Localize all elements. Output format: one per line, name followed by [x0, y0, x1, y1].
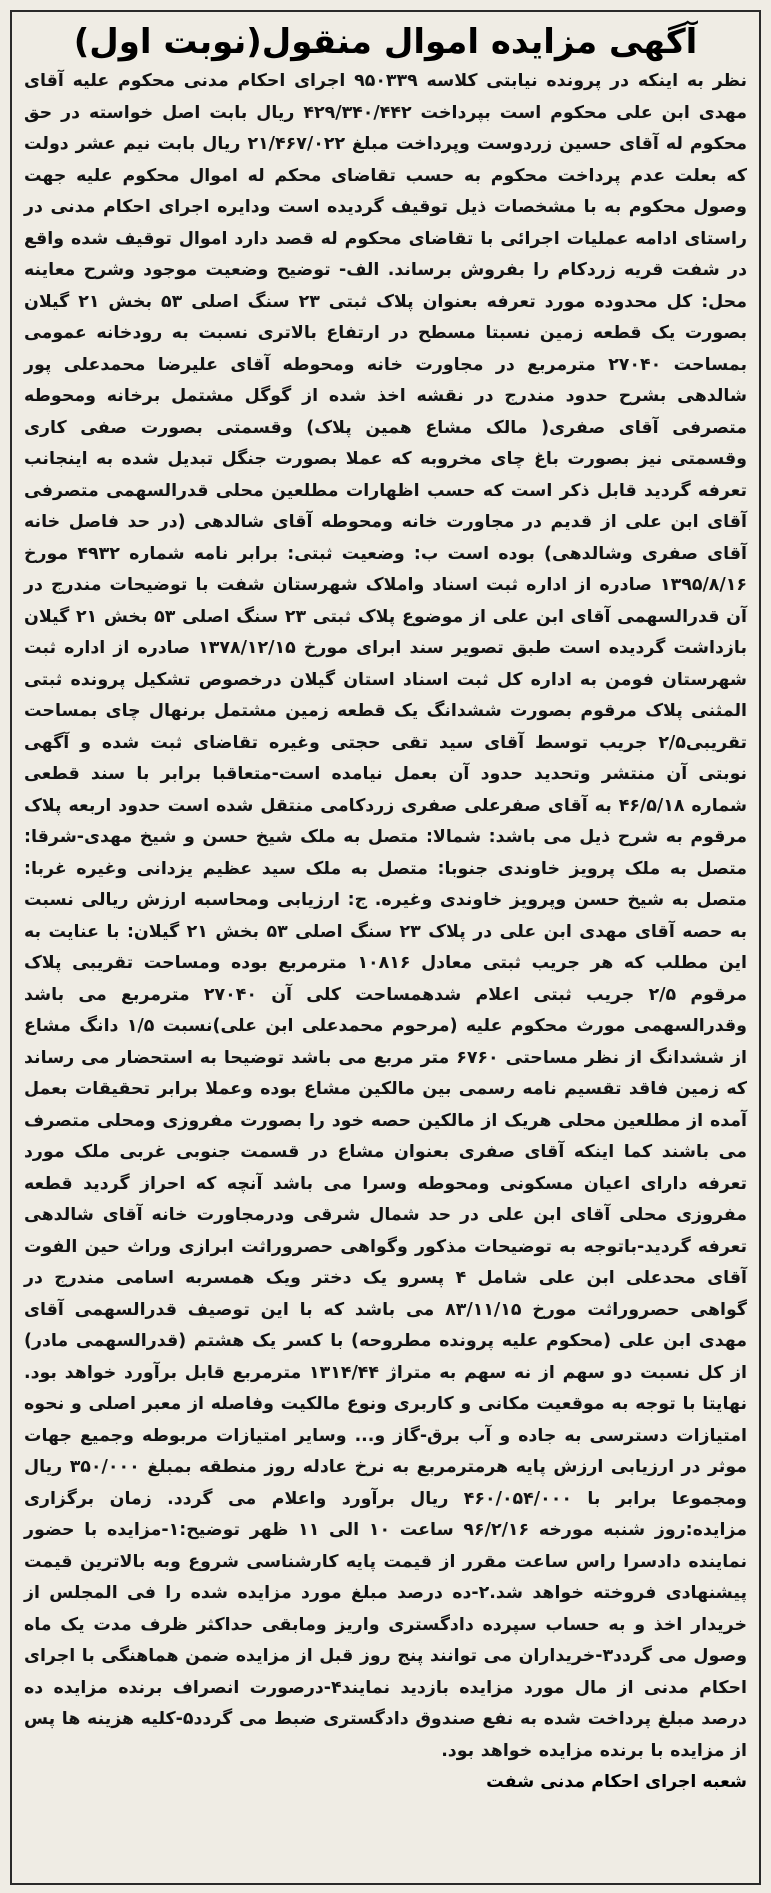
- notice-title: آگهی مزایده اموال منقول(نوبت اول): [73, 22, 698, 62]
- notice-signature: شعبه اجرای احکام مدنی شفت: [486, 1772, 747, 1792]
- notice-frame: [10, 10, 761, 1885]
- notice-body: نظر به اینکه در پرونده نیابتی کلاسه ۹۵۰۳۳۹ اجرای احکام مدنی محکوم علیه آقای مهدی ابن علی محکوم است بپرداخت ۴۲۹/۳۴۰/۴۴۲ ریال بابت اصل خواسته در حق محکوم له آقای حسین زردوست وپرداخت مبلغ ۲۱/۴۶۷/۰۲۲ ریال بابت نیم عشر دولت که بعلت عدم پرداخت محکوم به حسب تقاضای محکم له اموال محکوم علیه جهت وصول محکوم به با مشخصات ذیل توقیف گردیده است ودایره اجرای احکام مدنی در راستای ادامه عملیات اجرائی با تقاضای محکوم له قصد دارد اموال توقیف شده واقع در شفت قریه زردکام را بفروش برساند. الف- توضیح وضعیت موجود وشرح معاینه محل: کل محدوده مورد تعرفه بعنوان پلاک ثبتی ۲۳ سنگ اصلی ۵۳ بخش ۲۱ گیلان بصورت یک قطعه زمین نسبتا مسطح در ارتفاع بالاتری نسبت به رودخانه عمومی بمساحت ۲۷۰۴۰ مترمربع در مجاورت خانه ومحوطه آقای علیرضا محمدعلی پور شالدهی بشرح حدود مندرج در نقشه اخذ شده از گوگل مشتمل برخانه ومحوطه متصرفی آقای صفری( مالک مشاع همین پلاک) وقسمتی بصورت صفی کاری وقسمتی نیز بصورت باغ چای مخروبه که عملا بصورت جنگل تبدیل شده به اینجانب تعرفه گردید قابل ذکر است که حسب اظهارات مطلعین محلی قدرالسهمی متصرفی آقای ابن علی از قدیم در مجاورت خانه ومحوطه آقای شالدهی (در حد فاصل خانه آقای صفری وشالدهی) بوده است ب: وضعیت ثبتی: برابر نامه شماره ۴۹۳۲ مورخ ۱۳۹۵/۸/۱۶ صادره از اداره ثبت اسناد واملاک شهرستان شفت با توضیحات مندرج در آن قدرالسهمی آقای ابن علی از موضوع پلاک ثبتی ۲۳ سنگ اصلی ۵۳ بخش ۲۱ گیلان بازداشت گردیده است طبق تصویر سند ابرای مورخ ۱۳۷۸/۱۲/۱۵ صادره از اداره ثبت شهرستان فومن به اداره کل ثبت اسناد استان گیلان درخصوص تشکیل پرونده ثبتی المثنی پلاک مرقوم بصورت ششدانگ یک قطعه زمین مشتمل برنهال چای بمساحت تقریبی۲/۵ جریب توسط آقای سید تقی حجتی وغیره تقاضای ثبت شده و آگهی نوبتی آن منتشر وتحدید حدود آن بعمل نیامده است-متعاقبا برابر با سند قطعی شماره ۴۶/۵/۱۸ به آقای صفرعلی صفری زردکامی منتقل شده است حدود اربعه پلاک مرقوم به شرح ذیل می باشد: شمالا: متصل به ملک شیخ حسن و شیخ مهدی-شرقا: متصل به ملک پرویز خاوندی جنوبا: متصل به ملک سید عظیم یزدانی وغیره غربا: متصل به شیخ حسن وپرویز خاوندی وغیره. ج: ارزیابی ومحاسبه ارزش ریالی نسبت به حصه آقای مهدی ابن علی در پلاک ۲۳ سنگ اصلی ۵۳ بخش ۲۱ گیلان: با عنایت به این مطلب که هر جریب ثبتی معادل ۱۰۸۱۶ مترمربع بوده ومساحت تقریبی پلاک مرقوم ۲/۵ جریب ثبتی اعلام شدهمساحت کلی آن ۲۷۰۴۰ مترمربع می باشد وقدرالسهمی مورث محکوم علیه (مرحوم محمدعلی ابن علی)نسبت ۱/۵ دانگ مشاع از ششدانگ از نظر مساحتی ۶۷۶۰ متر مربع می باشد توضیحا به استحضار می رساند که زمین فاقد تقسیم نامه رسمی بین مالکین مشاع بوده وعملا برابر تحقیقات بعمل آمده از مطلعین محلی هریک از مالکین حصه خود را بصورت مفروزی ومحلی متصرف می باشند کما اینکه آقای صفری بعنوان مشاع در قسمت جنوبی غربی ملک مورد تعرفه دارای اعیان مسکونی ومحوطه وسرا می باشد آنچه که احراز گردید قطعه مفروزی محلی آقای ابن علی در حد شمال شرقی ودرمجاورت خانه آقای شالدهی تعرفه گردید-باتوجه به توضیحات مذکور وگواهی حصروراثت ابرازی وراث حین الفوت آقای محدعلی ابن علی شامل ۴ پسرو یک دختر ویک همسربه اسامی مندرج در گواهی حصروراثت مورخ ۸۳/۱۱/۱۵ می باشد که با این توصیف قدرالسهمی آقای مهدی ابن علی (محکوم علیه پرونده مطروحه) با کسر یک هشتم (قدرالسهمی مادر) از کل نسبت دو سهم از نه سهم به متراژ ۱۳۱۴/۴۴ مترمربع قابل برآورد خواهد بود. نهایتا با توجه به موقعیت مکانی و کاربری ونوع مالکیت وفاصله از معبر اصلی و نحوه امتیازات دسترسی به جاده و آب برق-گاز و... وسایر امتیازات مربوطه وجمیع جهات موثر در ارزیابی ارزش پایه هرمترمربع به نرخ عادله روز منطقه بمبلغ ۳۵۰/۰۰۰ ریال ومجموعا برابر با ۴۶۰/۰۵۴/۰۰۰ ریال برآورد واعلام می گردد. زمان برگزاری مزایده:روز شنبه مورخه ۹۶/۲/۱۶ ساعت ۱۰ الی ۱۱ ظهر توضیح:۱-مزایده با حضور نماینده دادسرا راس ساعت مقرر از قیمت پایه کارشناسی شروع وبه بالاترین قیمت پیشنهادی فروخته خواهد شد.۲-ده درصد مبلغ مورد مزایده شده را فی المجلس از خریدار اخذ و به حساب سپرده دادگستری واریز ومابقی حداکثر ظرف مدت یک ماه وصول می گردد۳-خریداران می توانند پنج روز قبل از مزایده ضمن هماهنگی با اجرای احکام مدنی از مال مورد مزایده بازدید نمایند۴-درصورت انصراف برنده مزایده ده درصد مبلغ پرداخت شده به نفع صندوق دادگستری ضبط می گردد۵-کلیه هزینه ها پس از مزایده با برنده مزایده خواهد بود.: [24, 71, 748, 1761]
